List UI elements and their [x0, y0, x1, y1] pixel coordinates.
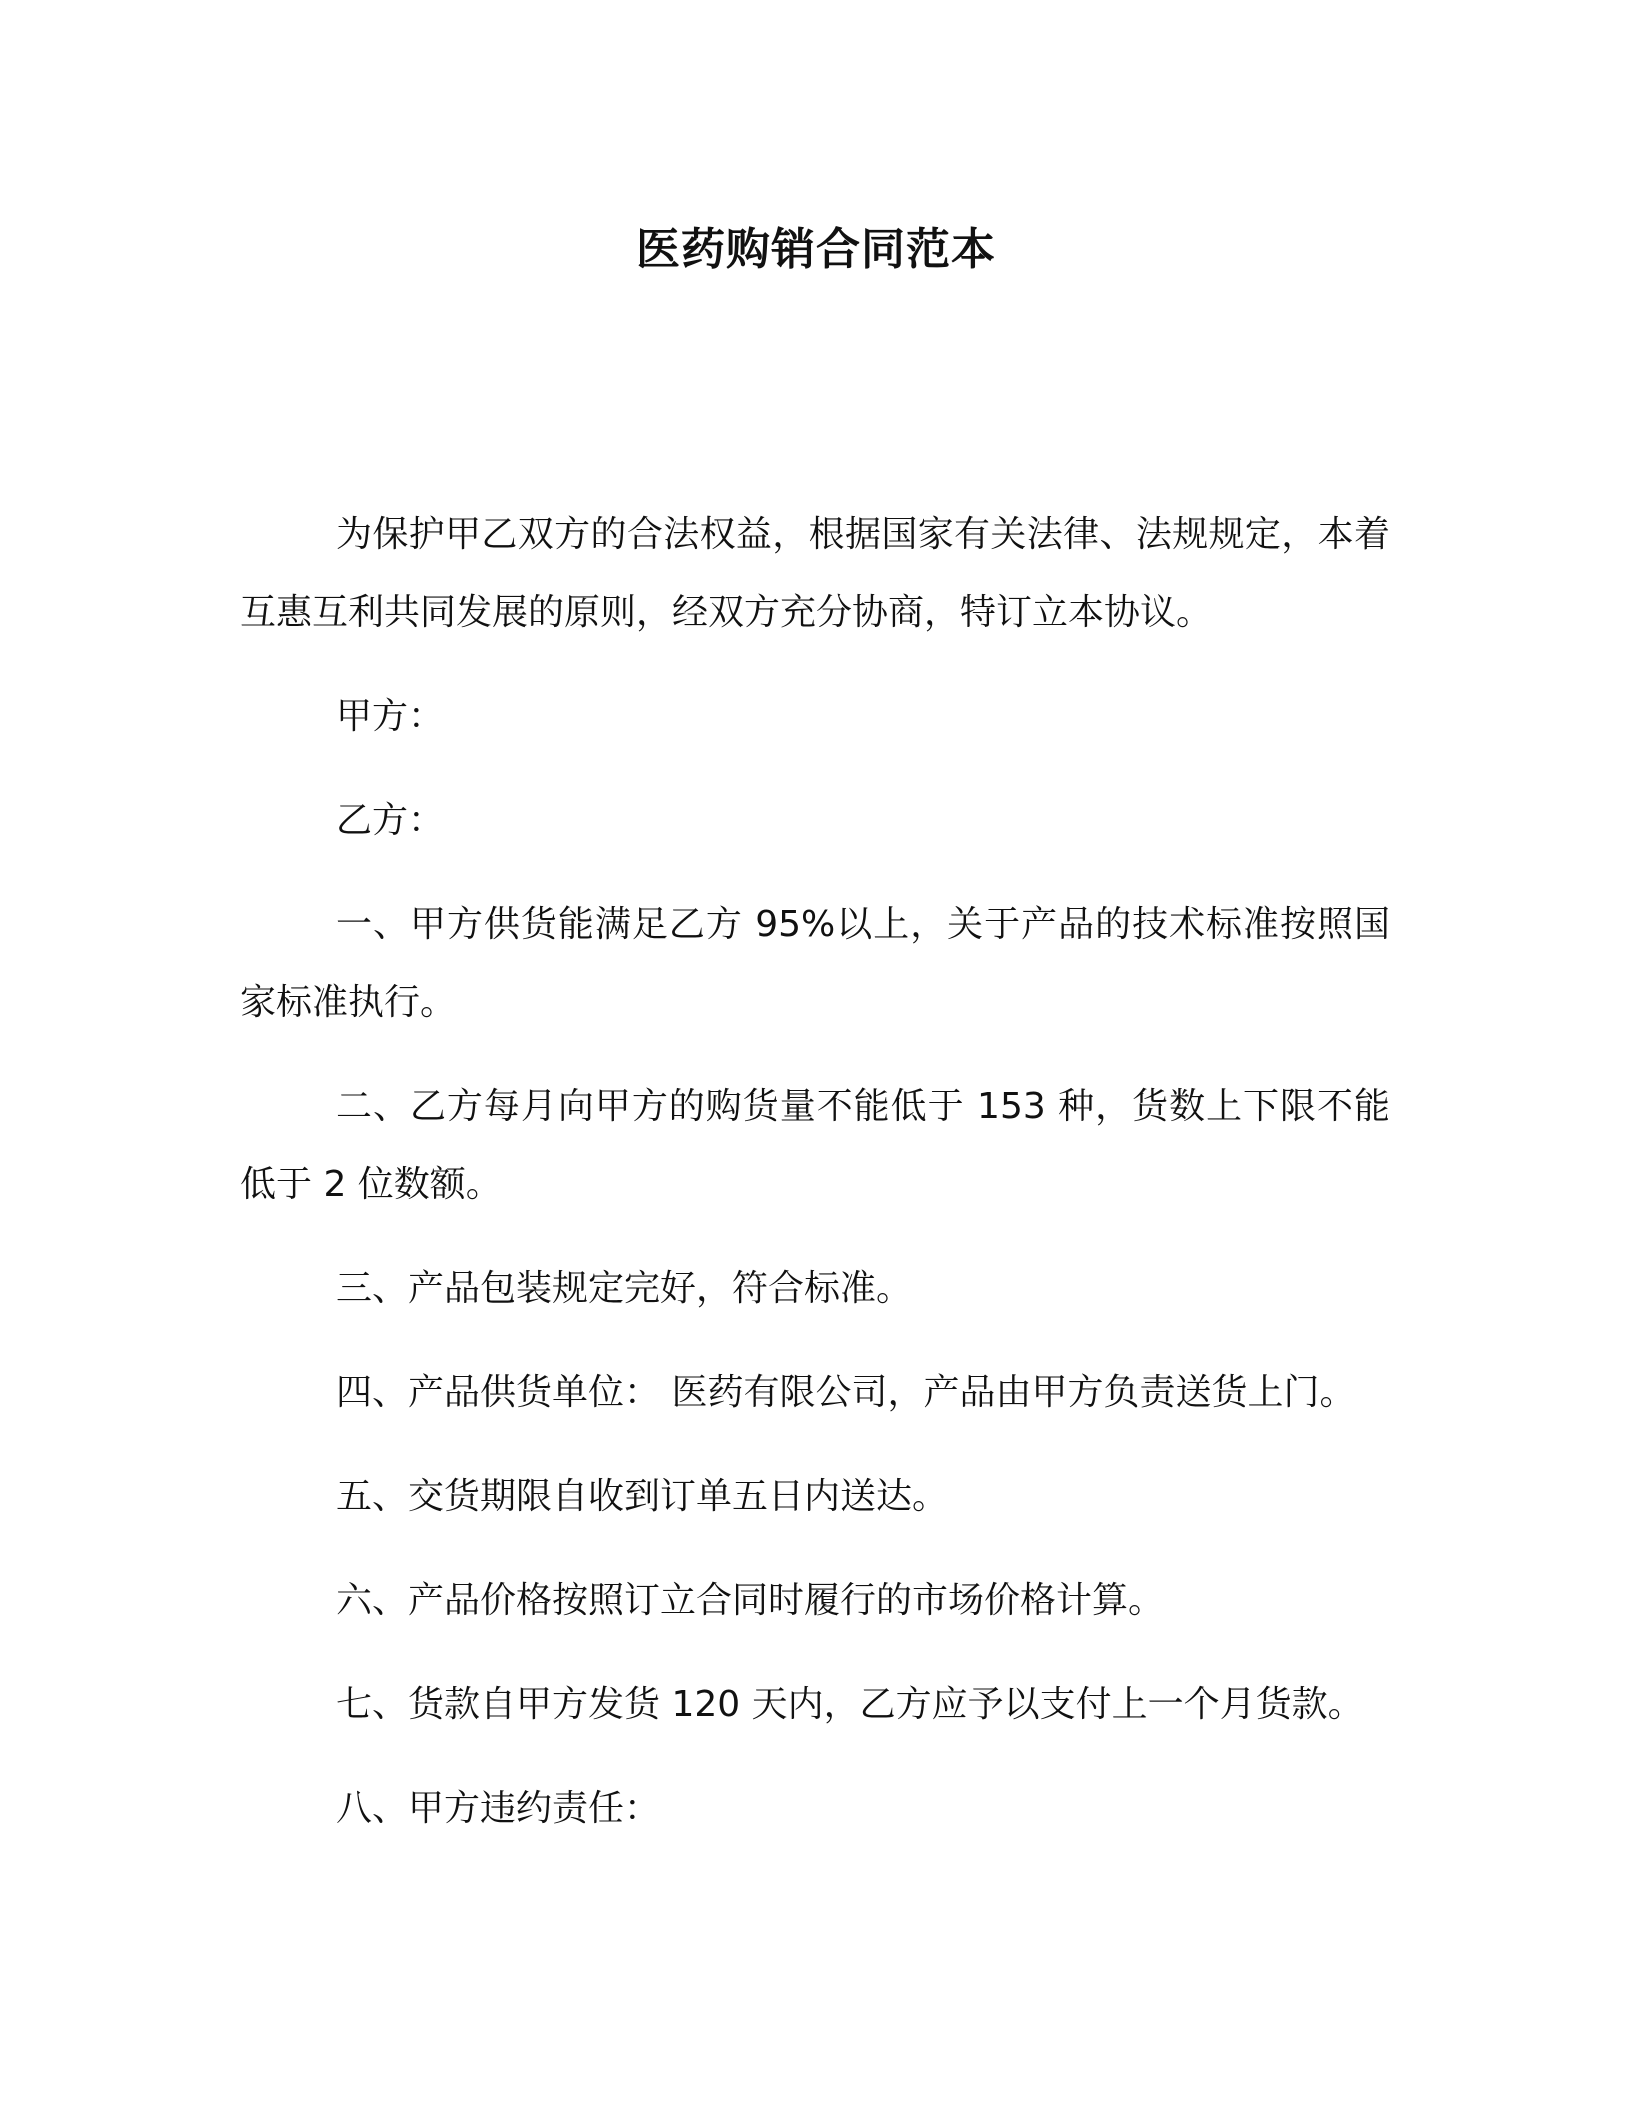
clause-7: 七、货款自甲方发货 120 天内，乙方应予以支付上一个月货款。 — [336, 1684, 1364, 1725]
party-b-line: 乙方： — [336, 800, 445, 841]
preamble-paragraph: 为保护甲乙双方的合法权益，根据国家有关法律、法规规定，本着互惠互利共同发展的原则，经双方充分协商，特订立本协议。 — [240, 514, 1390, 633]
clause-6: 六、产品价格按照订立合同时履行的市场价格计算。 — [336, 1580, 1165, 1621]
document-title: 医药购销合同范本 — [636, 224, 996, 275]
clause-2: 二、乙方每月向甲方的购货量不能低于 153 种，货数上下限不能低于 2 位数额。 — [240, 1086, 1390, 1205]
clause-8: 八、甲方违约责任： — [336, 1788, 661, 1829]
clause-3: 三、产品包装规定完好，符合标准。 — [336, 1268, 913, 1309]
clause-1: 一、甲方供货能满足乙方 95%以上，关于产品的技术标准按照国家标准执行。 — [240, 904, 1390, 1023]
clause-4: 四、产品供货单位： 医药有限公司，产品由甲方负责送货上门。 — [336, 1372, 1356, 1413]
clause-5: 五、交货期限自收到订单五日内送达。 — [336, 1476, 949, 1517]
document-body — [240, 496, 1390, 1874]
party-a-line: 甲方： — [336, 696, 445, 737]
